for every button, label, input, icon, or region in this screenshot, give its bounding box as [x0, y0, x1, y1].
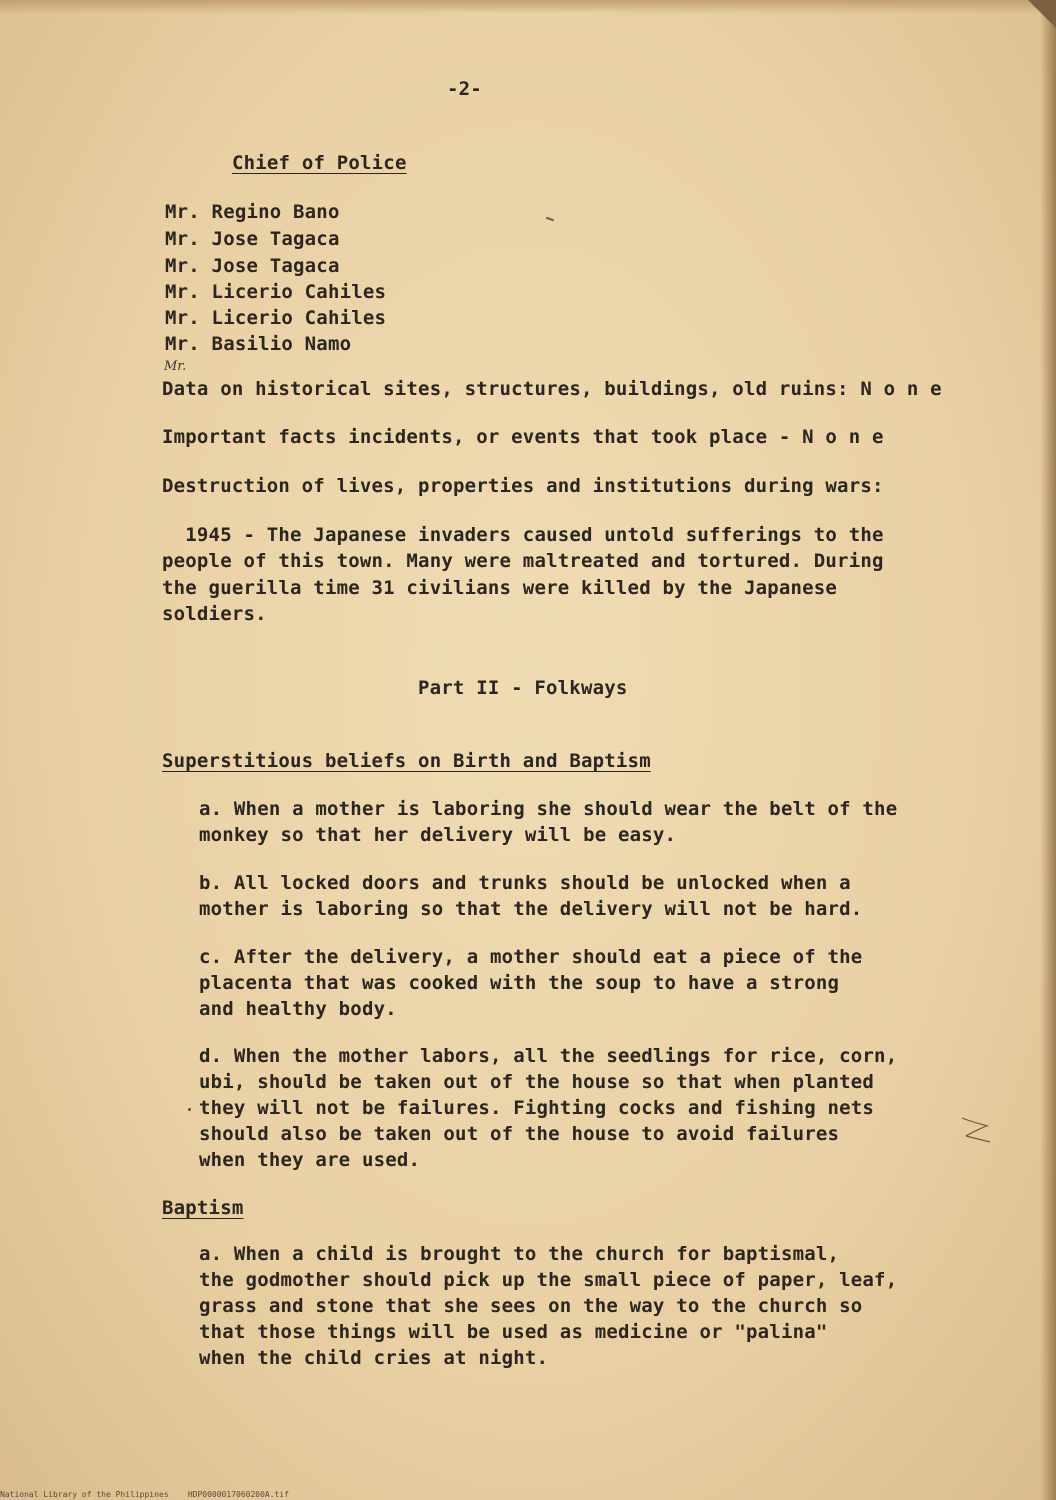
belief-item-d: ubi, should be taken out of the house so that when planted: [199, 1071, 875, 1093]
pencil-scribble-mark: [960, 1112, 1000, 1148]
war-paragraph-line: the guerilla time 31 civilians were killed by the Japanese: [162, 577, 838, 599]
baptism-item-a: that those things will be used as medicine or "palina": [199, 1321, 828, 1343]
police-name: Mr. Jose Tagaca: [165, 228, 340, 250]
stray-mark: [188, 1108, 191, 1111]
baptism-item-a: when the child cries at night.: [199, 1347, 549, 1369]
police-name: Mr. Licerio Cahiles: [165, 307, 387, 329]
belief-item-d: d. When the mother labors, all the seedlings for rice, corn,: [199, 1045, 898, 1067]
page-number: -2-: [447, 78, 482, 100]
belief-item-d: when they are used.: [199, 1149, 421, 1171]
belief-item-a: monkey so that her delivery will be easy.: [199, 824, 677, 846]
page-edge-shadow: [0, 0, 1056, 14]
belief-item-c: and healthy body.: [199, 998, 397, 1020]
war-paragraph-line: people of this town. Many were maltreated and tortured. During: [162, 550, 884, 572]
belief-item-c: placenta that was cooked with the soup to have a strong: [199, 972, 840, 994]
baptism-item-a: a. When a child is brought to the church for baptismal,: [199, 1243, 840, 1265]
police-name: Mr. Basilio Namo: [165, 333, 352, 355]
important-facts-line: Important facts incidents, or events that took place - N o n e: [162, 426, 884, 448]
police-name: Mr. Licerio Cahiles: [165, 281, 387, 303]
folded-corner: [1028, 0, 1056, 28]
historical-sites-line: Data on historical sites, structures, buildings, old ruins: N o n e: [162, 378, 942, 400]
superstitions-heading: Superstitious beliefs on Birth and Baptism: [162, 750, 651, 772]
police-name: Mr. Regino Bano: [165, 201, 340, 223]
destruction-heading: Destruction of lives, properties and institutions during wars:: [162, 475, 884, 497]
belief-item-a: a. When a mother is laboring she should wear the belt of the: [199, 798, 898, 820]
war-paragraph-line: soldiers.: [162, 603, 267, 625]
baptism-item-a: grass and stone that she sees on the way to the church so: [199, 1295, 863, 1317]
stray-mark: [546, 217, 554, 222]
belief-item-d: should also be taken out of the house to avoid failures: [199, 1123, 840, 1145]
belief-item-b: mother is laboring so that the delivery will not be hard.: [199, 898, 863, 920]
baptism-item-a: the godmother should pick up the small piece of paper, leaf,: [199, 1269, 898, 1291]
belief-item-c: c. After the delivery, a mother should eat a piece of the: [199, 946, 863, 968]
baptism-heading: Baptism: [162, 1197, 244, 1219]
chief-of-police-heading: Chief of Police: [232, 152, 407, 174]
page-edge-shadow-right: [1040, 0, 1056, 1500]
handwritten-note: Mr.: [164, 359, 187, 374]
police-name: Mr. Jose Tagaca: [165, 255, 340, 277]
archive-footer: National Library of the Philippines HDP0000017060200A.tif: [0, 1490, 289, 1499]
belief-item-d: they will not be failures. Fighting cocks and fishing nets: [199, 1097, 875, 1119]
war-paragraph-line: 1945 - The Japanese invaders caused untold sufferings to the: [162, 524, 884, 546]
belief-item-b: b. All locked doors and trunks should be unlocked when a: [199, 872, 851, 894]
part-title: Part II - Folkways: [418, 677, 628, 699]
